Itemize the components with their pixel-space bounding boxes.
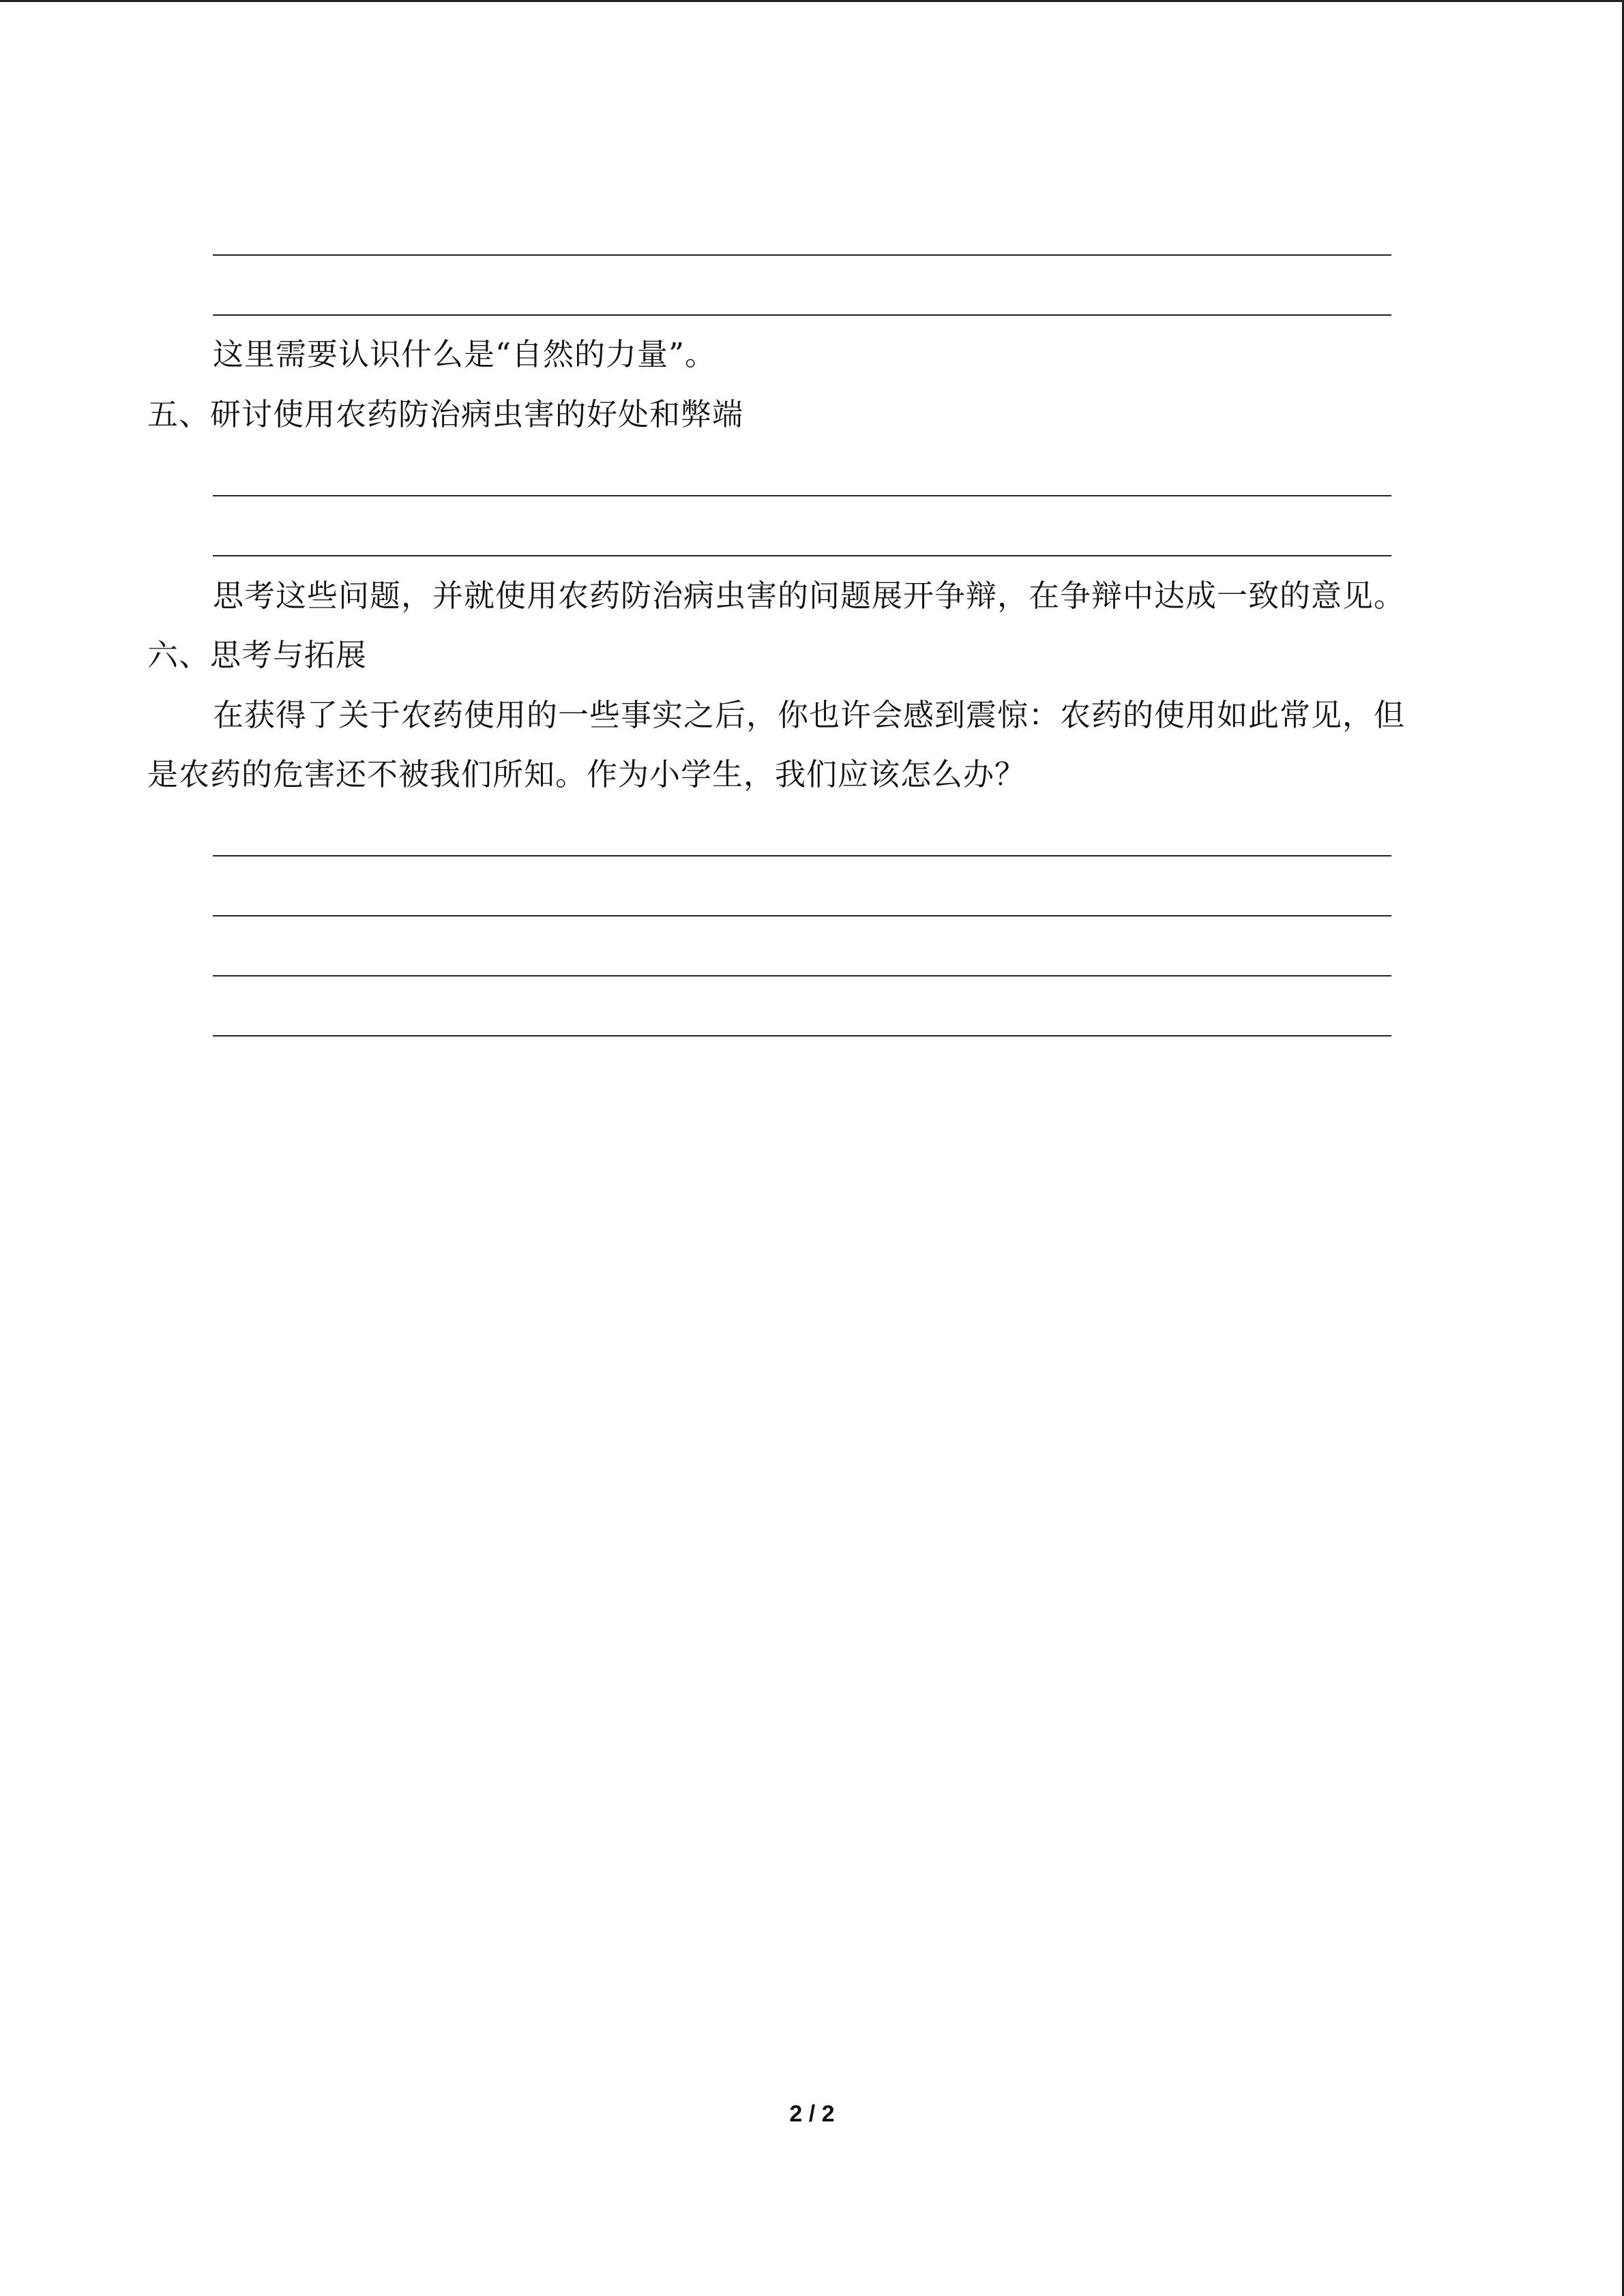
answer-line[interactable] [213,555,1391,556]
section6-heading: 六、思考与拓展 [147,637,368,673]
answer-line[interactable] [213,495,1391,496]
page-number: 2 / 2 [789,2101,835,2127]
answer-line[interactable] [213,975,1391,976]
answer-line[interactable] [213,855,1391,856]
section5-note: 思考这些问题，并就使用农药防治病虫害的问题展开争辩，在争辩中达成一致的意见。 [213,578,1406,614]
page-border-top [0,0,1624,2]
section6-paragraph-line-1: 在获得了关于农药使用的一些事实之后，你也许会感到震惊：农药的使用如此常见，但 [213,697,1406,733]
section6-paragraph-line-2: 是农药的危害还不被我们所知。作为小学生，我们应该怎么办？ [147,756,1027,792]
answer-line[interactable] [213,1035,1391,1037]
answer-line[interactable] [213,314,1391,316]
section4-note: 这里需要认识什么是“自然的力量”。 [213,336,717,372]
answer-line[interactable] [213,254,1391,256]
section5-heading: 五、研讨使用农药防治病虫害的好处和弊端 [147,396,744,432]
answer-line[interactable] [213,915,1391,916]
